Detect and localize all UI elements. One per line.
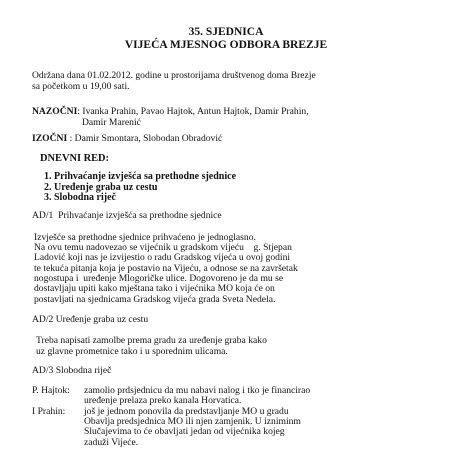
present-label: NAZOČNI: [32, 105, 78, 117]
session-number-title: 35. SJEDNICA: [188, 25, 264, 38]
ad1-line-2: Na ovu temu nadovezao se vijećnik u gradskom vijeću g. Stjepan: [34, 242, 292, 253]
ad1-line-3: Ladović koji nas je izvijestio o radu Gradskog vijeća u ovoj godini: [34, 252, 291, 264]
council-name-title: VIJEĆA MJESNOG ODBORA BREZJE: [124, 38, 328, 51]
absent-label: IZOČNI: [32, 132, 68, 144]
present-names-1: : Ivanka Prahin, Pavao Hajtok, Antun Hajtok, Damir Prahin,: [77, 105, 309, 117]
ad1-line-1: Izvješće sa prethodne sjednice prihvaćeno je jednoglasno.: [34, 231, 256, 243]
prahin-line-2: Obavlja predsjednica MO ili njen zamjenik. U izniminm: [84, 416, 301, 427]
prahin-line-1: još je jednom ponovila da predstavljanje MO u gradu: [84, 405, 289, 417]
ad1-line-5: nogostupa i uređenje Mlogoričke ulice. Dogovoreno je da mu se: [34, 273, 284, 284]
prahin-line-4: zaduži Vijeće.: [84, 436, 139, 448]
intro-line-1: Održana dana 01.02.2012. godine u prostorijama društvenog doma Brezje: [32, 69, 316, 81]
ad1-heading: AD/1 Prihvaćanje izvješća sa prethodne sjednice: [32, 210, 222, 221]
agenda-item-2: 2. Uređenje graba uz cestu: [44, 181, 158, 193]
absent-names: : Damir Smontara, Slobodan Obradović: [67, 132, 223, 144]
prahin-line-3: Slučajevima to će obavljati jedan od vijećnika kojeg: [84, 426, 285, 438]
present-names-2: Damir Marenić: [82, 116, 141, 128]
ad1-line-4: te tekuća pitanja koja je postavio na Vijeću, a odnose se na završetak: [34, 262, 298, 274]
present-line: [32, 106, 309, 118]
agenda-item-3: 3. Slobodna riječ: [44, 192, 116, 204]
hajtok-line-1: zamolio prdsjednicu da mu nabavi nalog i tko je financirao: [84, 385, 311, 396]
ad3-heading: AD/3 Slobodna riječ: [32, 365, 112, 377]
hajtok-speaker: P. Hajtok:: [32, 385, 70, 396]
ad1-line-6: dostavljaju upiti kako mještana tako i vijećnika MO koja će on: [34, 283, 275, 295]
ad2-heading: AD/2 Uređenje graba uz cestu: [32, 313, 149, 325]
intro-line-2: sa početkom u 19,00 sati.: [32, 81, 130, 93]
ad1-line-7: postavljati na sjednicama Gradskog vijeća grada Sveta Nedela.: [34, 293, 276, 305]
ad2-line-2: uz glavne prometnice tako i u sporednim ulicama.: [36, 345, 228, 357]
ad2-line-1: Treba napisati zamolbe prema gradu za uređenje graba kako: [36, 335, 267, 347]
prahin-speaker: I Prahin:: [32, 405, 66, 417]
absent-line: [32, 133, 222, 145]
agenda-title: DNEVNI RED:: [40, 152, 109, 164]
agenda-item-1: 1. Prihvaćanje izvješća sa prethodne sjednice: [44, 171, 237, 183]
hajtok-line-2: uređenje prelaza preko kanala Horvatica.: [84, 395, 242, 407]
